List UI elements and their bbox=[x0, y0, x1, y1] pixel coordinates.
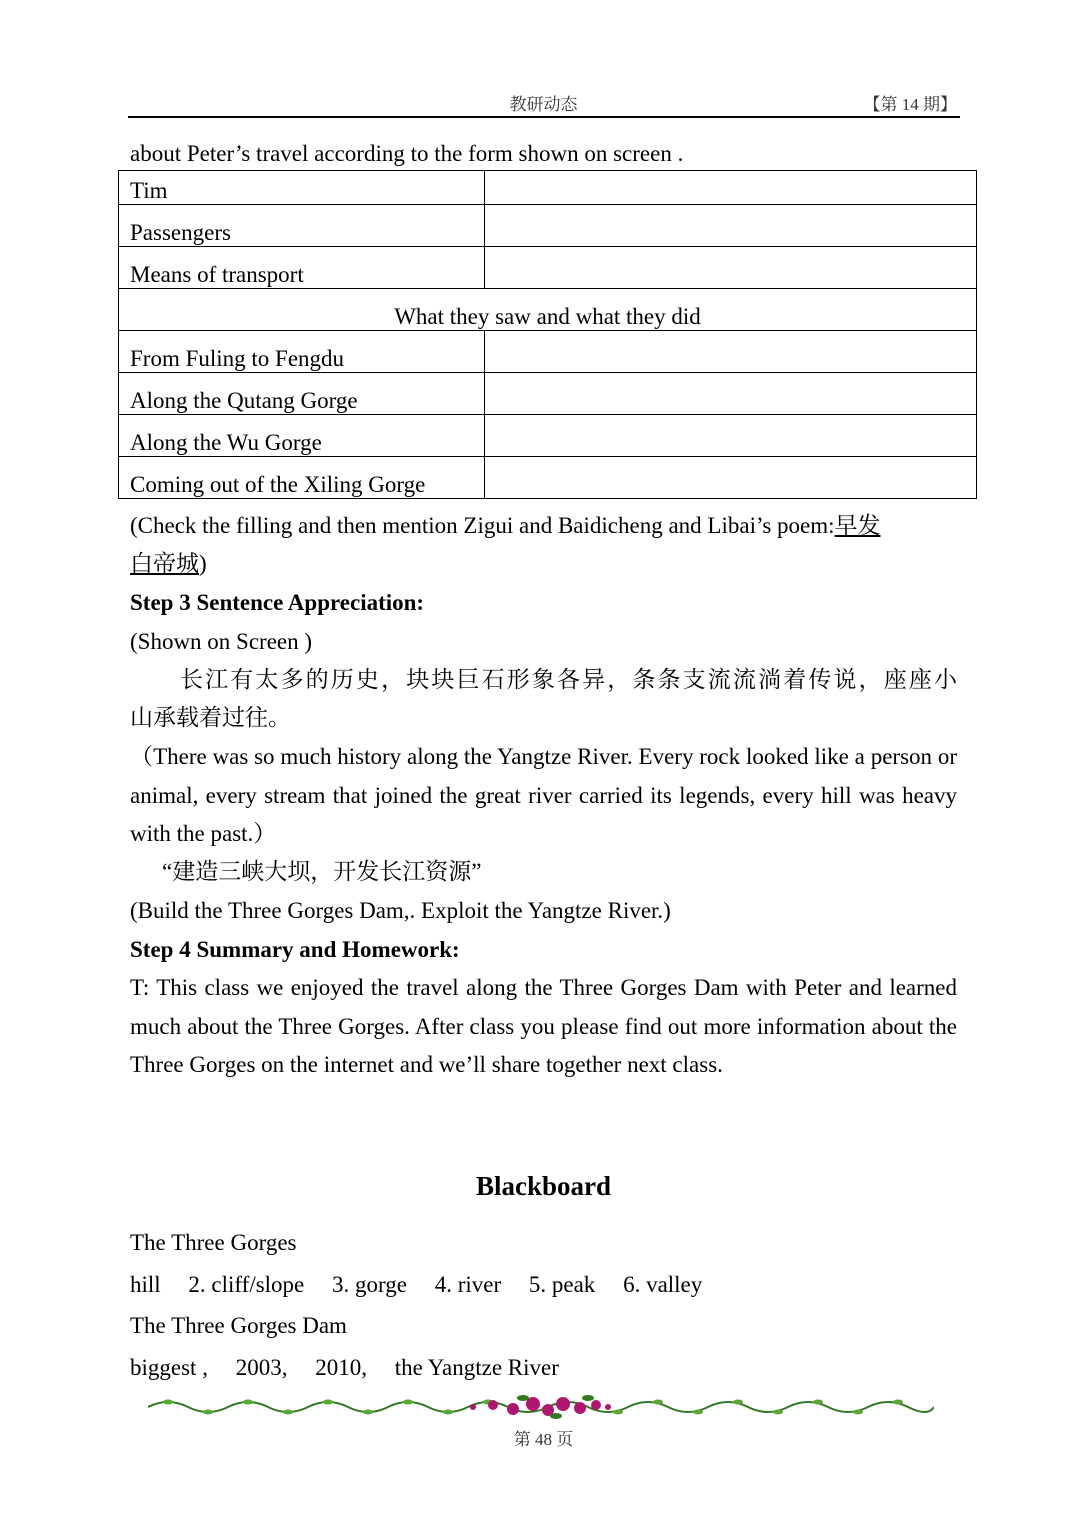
travel-form-table bbox=[118, 170, 977, 499]
check-note-line1 bbox=[130, 511, 881, 541]
vine-border-icon bbox=[148, 1392, 934, 1422]
chinese-sentence-1-cont: 山承载着过往。 bbox=[130, 705, 291, 730]
row-label: Tim bbox=[119, 171, 485, 205]
poem-title-part2: 白帝城 bbox=[130, 551, 199, 576]
english-translation-1: （There was so much history along the Yangtze River. Every rock looked like a person or animal, every stream that joined the great river carried its legends, every hill was heavy with the past.） bbox=[130, 744, 957, 847]
list-item: 6. valley bbox=[623, 1272, 703, 1297]
row-label: Along the Qutang Gorge bbox=[119, 373, 485, 415]
step3-heading: Step 3 Sentence Appreciation: bbox=[130, 590, 425, 615]
step4-text: T: This class we enjoyed the travel along the Three Gorges Dam with Peter and learned much about the Three Gorges. After class you please find out more information about the Three Gorges on the internet and we’ll share together next class. bbox=[130, 975, 957, 1078]
blank-cell bbox=[485, 457, 977, 499]
row-label: From Fuling to Fengdu bbox=[119, 331, 485, 373]
row-label: Means of transport bbox=[119, 247, 485, 289]
check-note-text: (Check the filling and then mention Zigui and Baidicheng and Libai’s poem: bbox=[130, 513, 835, 538]
blank-cell bbox=[485, 171, 977, 205]
table-row bbox=[119, 205, 977, 247]
table-row bbox=[119, 457, 977, 499]
blackboard-line1: The Three Gorges bbox=[130, 1230, 297, 1255]
blank-cell bbox=[485, 415, 977, 457]
chinese-sentence-1: 长江有太多的历史，块块巨石形象各异，条条支流流淌着传说，座座小 bbox=[180, 667, 957, 692]
english-translation-2: (Build the Three Gorges Dam,. Exploit the Yangtze River.) bbox=[130, 898, 671, 923]
blank-cell bbox=[485, 205, 977, 247]
table-row bbox=[119, 289, 977, 331]
row-label: Along the Wu Gorge bbox=[119, 415, 485, 457]
check-note-close: ) bbox=[199, 551, 207, 576]
list-item: 2003, bbox=[235, 1355, 288, 1380]
blank-cell bbox=[485, 247, 977, 289]
step3-shown: (Shown on Screen ) bbox=[130, 629, 313, 654]
list-item: the Yangtze River bbox=[394, 1355, 559, 1380]
page-number: 第 48 页 bbox=[513, 1430, 574, 1449]
list-item: 2. cliff/slope bbox=[188, 1272, 305, 1297]
list-item: biggest , bbox=[130, 1355, 208, 1380]
table-row bbox=[119, 247, 977, 289]
section-header: What they saw and what they did bbox=[119, 289, 977, 331]
table-row bbox=[119, 171, 977, 205]
table-row bbox=[119, 373, 977, 415]
chinese-sentence-2: “建造三峡大坝，开发长江资源” bbox=[162, 859, 482, 884]
blank-cell bbox=[485, 331, 977, 373]
header-rule bbox=[128, 116, 960, 118]
row-label: Passengers bbox=[119, 205, 485, 247]
table-row bbox=[119, 331, 977, 373]
list-item: 4. river bbox=[434, 1272, 502, 1297]
step4-heading: Step 4 Summary and Homework: bbox=[130, 937, 460, 962]
poem-title-part1: 早发 bbox=[834, 513, 881, 538]
blackboard-items-1 bbox=[130, 1270, 702, 1300]
blank-cell bbox=[485, 373, 977, 415]
check-note-line2 bbox=[130, 549, 207, 579]
list-item: 5. peak bbox=[528, 1272, 596, 1297]
blackboard-title: Blackboard bbox=[475, 1171, 612, 1201]
list-item: 2010, bbox=[315, 1355, 367, 1380]
intro-line: about Peter’s travel according to the form shown on screen . bbox=[130, 141, 684, 166]
table-row bbox=[119, 415, 977, 457]
blackboard-items-2 bbox=[130, 1353, 559, 1383]
list-item: hill bbox=[130, 1272, 161, 1297]
issue-label: 【第 14 期】 bbox=[863, 95, 957, 114]
row-label: Coming out of the Xiling Gorge bbox=[119, 457, 485, 499]
header-title: 教研动态 bbox=[509, 95, 578, 114]
blackboard-line2: The Three Gorges Dam bbox=[130, 1313, 347, 1338]
list-item: 3. gorge bbox=[332, 1272, 407, 1297]
